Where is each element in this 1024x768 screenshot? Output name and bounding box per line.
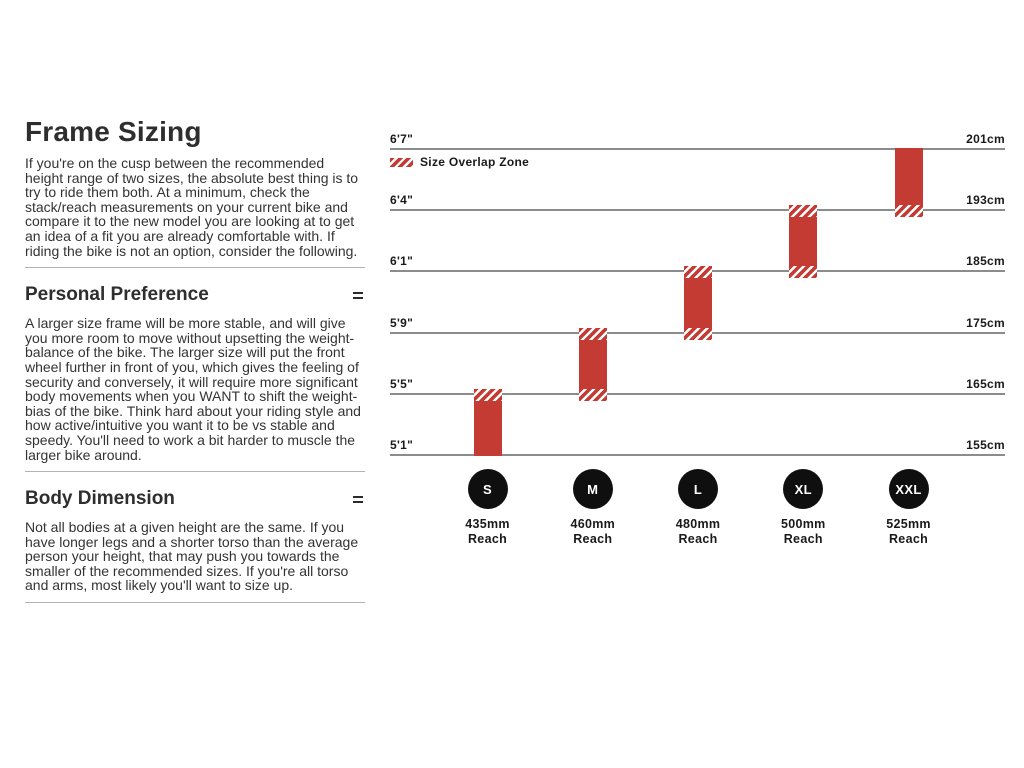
height-label-metric: 155cm — [966, 438, 1005, 452]
size-badge-l: L — [678, 469, 718, 509]
frame-sizing-chart — [390, 132, 1005, 560]
size-range-bar-s — [474, 389, 502, 456]
section-title-body-dimension: Body Dimension — [25, 488, 175, 510]
reach-label-xl: 500mm Reach — [780, 517, 826, 546]
height-label-imperial: 5'1" — [390, 438, 414, 452]
overlap-zone-top — [789, 205, 817, 217]
size-badge-s: S — [468, 469, 508, 509]
height-label-metric: 201cm — [966, 132, 1005, 146]
divider — [25, 602, 365, 603]
divider — [25, 267, 365, 268]
size-badge-m: M — [573, 469, 613, 509]
size-range-bar-l — [684, 266, 712, 339]
size-range-bar-m — [579, 328, 607, 401]
overlap-zone-top — [579, 328, 607, 340]
page-title: Frame Sizing — [25, 116, 202, 147]
reach-label-l: 480mm Reach — [675, 517, 721, 546]
section-body-body-dimension: Not all bodies at a given height are the same. If you have longer legs and a shorter torso than the average person your height, that may push you towards the smaller of the recommended sizes. If you're all torso and arms, most likely you'll want to size up. — [25, 519, 359, 594]
height-label-imperial: 6'4" — [390, 193, 414, 208]
overlap-zone-bottom — [895, 205, 923, 217]
section-header-personal-preference[interactable] — [25, 284, 365, 306]
height-label-imperial: 5'5" — [390, 376, 414, 391]
divider — [25, 471, 365, 472]
reach-label-m: 460mm Reach — [570, 517, 616, 546]
overlap-hatch-swatch-icon — [390, 158, 413, 167]
height-label-imperial: 6'1" — [390, 254, 414, 269]
height-label-metric: 193cm — [966, 193, 1005, 208]
section-body-personal-preference: A larger size frame will be more stable, and will give you more room to move without upsetting the weight-balance of the bike. The larger size will put the front wheel further in front of you, which gives the feeling of security and conversely, it will require more significant body movements when you WANT to shift the weight-bias of the bike. Think hard about your riding style and how active/intuitive you want it to be vs stable and speedy. You'll need to work a bit harder to muscle the larger bike around. — [25, 315, 361, 463]
size-range-bar-xxl — [895, 148, 923, 217]
size-range-bar-xl — [789, 205, 817, 278]
overlap-zone-bottom — [579, 389, 607, 401]
equals-toggle-icon[interactable] — [353, 496, 363, 503]
height-label-metric: 165cm — [966, 376, 1005, 391]
section-title-personal-preference: Personal Preference — [25, 284, 209, 306]
equals-toggle-icon[interactable] — [353, 292, 363, 299]
overlap-zone-bottom — [789, 266, 817, 278]
overlap-zone-bottom — [684, 328, 712, 340]
overlap-zone-top — [474, 389, 502, 401]
content-column — [25, 116, 365, 603]
height-label-imperial: 5'9" — [390, 315, 414, 330]
intro-paragraph: If you're on the cusp between the recommended height range of two sizes, the absolute best thing is to try to ride them both. At a minimum, check the stack/reach measurements on your current bike and compare it to the new model you are looking at to get an idea of a fit you are already comfortable with. If riding the bike is not an option, consider the following. — [25, 155, 359, 259]
overlap-zone-top — [684, 266, 712, 278]
section-header-body-dimension[interactable] — [25, 488, 365, 510]
legend-size-overlap-zone — [390, 155, 529, 169]
reach-label-xxl: 525mm Reach — [886, 517, 931, 546]
reach-label-s: 435mm Reach — [465, 517, 510, 546]
height-label-metric: 175cm — [966, 315, 1005, 330]
size-badge-xxl: XXL — [889, 469, 929, 509]
height-label-imperial: 6'7" — [390, 132, 414, 146]
size-badge-xl: XL — [783, 469, 823, 509]
legend-label: Size Overlap Zone — [420, 155, 530, 169]
height-label-metric: 185cm — [966, 254, 1005, 269]
